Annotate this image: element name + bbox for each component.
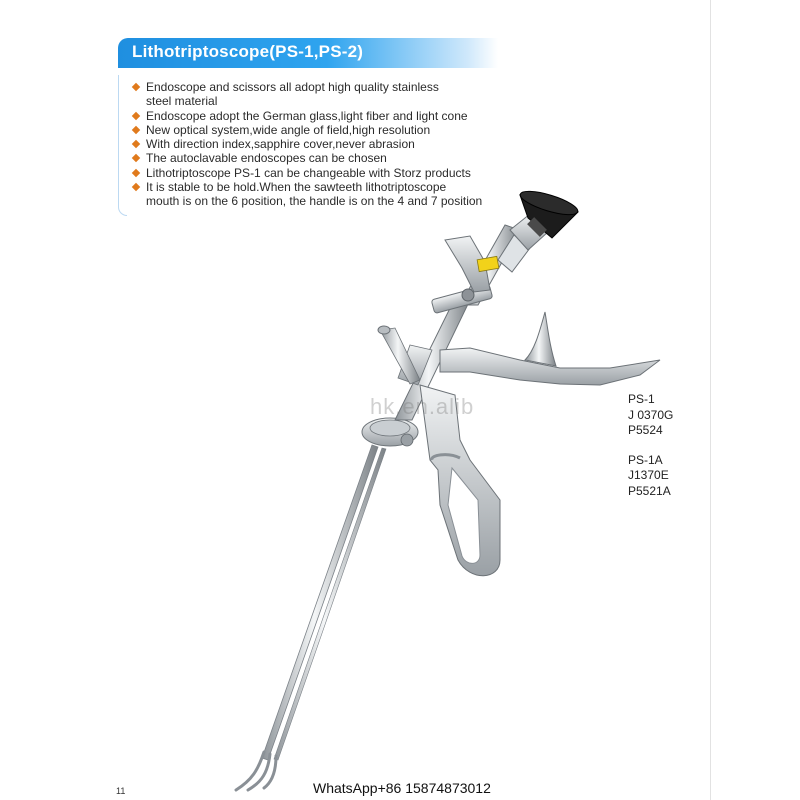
contact-text: WhatsApp+86 15874873012 <box>313 780 491 796</box>
feature-item: The autoclavable endoscopes can be chosen <box>132 151 502 165</box>
feature-item-continuation: mouth is on the 6 position, the handle is on the 4 and 7 position <box>146 194 483 209</box>
feature-item: Endoscope adopt the German glass,light fiber and light cone <box>132 109 502 123</box>
code-line: J 0370G <box>628 407 674 422</box>
code-line: P5524 <box>628 423 663 437</box>
page-number: 11 <box>116 786 126 796</box>
locking-ring <box>362 418 418 446</box>
watermark-text: hk.en.alib <box>370 394 475 419</box>
feature-item: It is stable to be hold.When the sawteeth lithotriptoscope <box>132 180 502 194</box>
code-line: J1370E <box>628 468 669 482</box>
feature-item: New optical system,wide angle of field,high resolution <box>132 123 502 137</box>
feature-item: Endoscope and scissors all adopt high quality stainless <box>132 80 502 94</box>
feature-item-continuation: steel material <box>146 94 218 109</box>
code-group-2 <box>628 453 673 500</box>
telescope <box>431 214 548 314</box>
finger-grip <box>440 312 660 385</box>
product-codes <box>628 392 673 513</box>
code-line: PS-1A <box>628 452 663 467</box>
code-group-1 <box>628 392 673 439</box>
shaft <box>262 445 386 760</box>
jaw-tip <box>236 752 276 790</box>
feature-item: Lithotriptoscope PS-1 can be changeable with Storz products <box>132 166 502 180</box>
feature-item: With direction index,sapphire cover,never abrasion <box>132 137 502 151</box>
code-line: P5521A <box>628 483 671 498</box>
code-line: PS-1 <box>628 392 655 406</box>
page-title: Lithotriptoscope(PS-1,PS-2) <box>132 42 364 61</box>
